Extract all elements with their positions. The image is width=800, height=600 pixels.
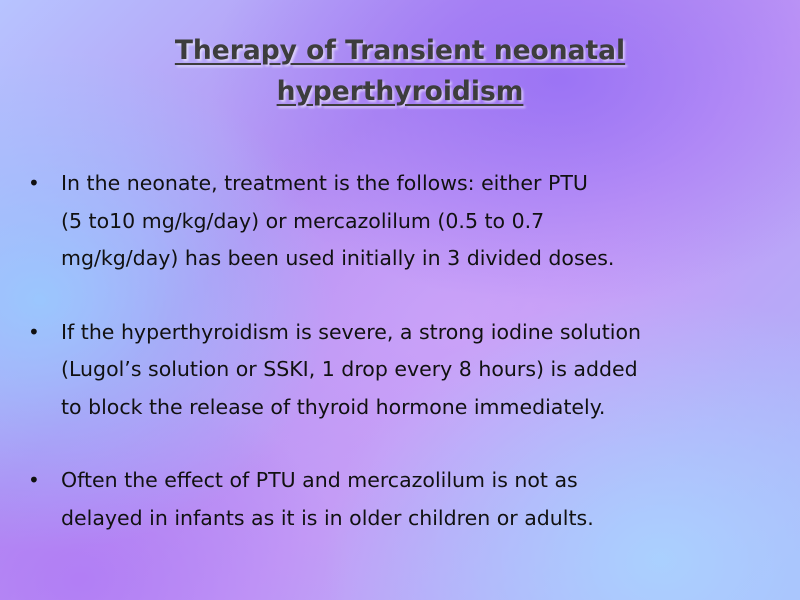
bullet-dot-icon: • xyxy=(28,468,40,492)
bullet-text-line: to block the release of thyroid hormone immediately. xyxy=(61,394,606,419)
bullet-item-treatment xyxy=(28,165,788,278)
bullet-dot-icon: • xyxy=(28,171,40,195)
slide-title xyxy=(0,30,800,112)
slide-title-line-1: Therapy of Transient neonatal xyxy=(174,35,626,66)
bullet-text-line: delayed in infants as it is in older children or adults. xyxy=(61,505,594,530)
bullet-text-line: In the neonate, treatment is the follows: either PTU xyxy=(61,171,588,195)
bullet-list xyxy=(28,165,788,573)
bullet-text-line: (5 to10 mg/kg/day) or mercazolilum (0.5 to 0.7 xyxy=(61,208,545,233)
bullet-item-effect xyxy=(28,462,788,537)
bullet-text-line: Often the effect of PTU and mercazolilum is not as xyxy=(61,468,578,492)
bullet-dot-icon: • xyxy=(28,319,40,344)
bullet-text-line: mg/kg/day) has been used initially in 3 divided doses. xyxy=(61,246,615,270)
bullet-text-line: If the hyperthyroidism is severe, a strong iodine solution xyxy=(61,319,642,344)
slide-title-line-2: hyperthyroidism xyxy=(276,76,524,107)
bullet-item-iodine xyxy=(28,314,788,427)
bullet-text-line: (Lugol’s solution or SSKI, 1 drop every 8 hours) is added xyxy=(61,357,638,381)
